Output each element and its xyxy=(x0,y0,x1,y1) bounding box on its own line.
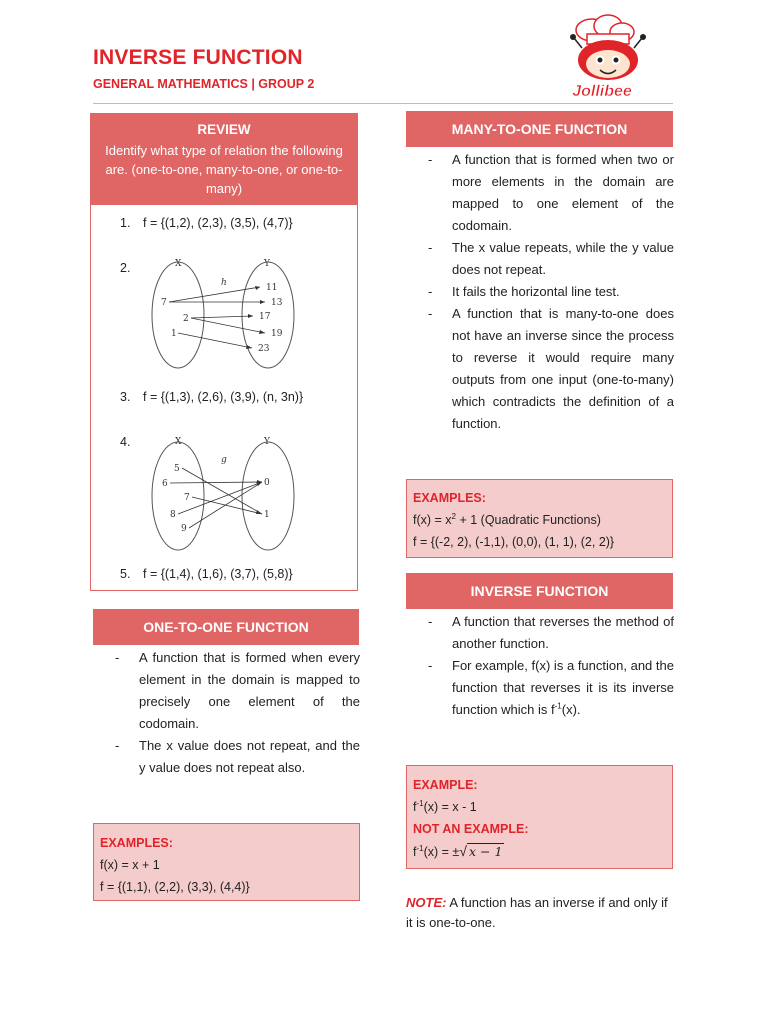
many-to-one-example-2: f = {(-2, 2), (-1,1), (0,0), (1, 1), (2, 2)} xyxy=(413,535,615,549)
diagram-h-domain-1: 1 xyxy=(171,329,177,339)
review-item-3-number: 3. xyxy=(120,390,131,404)
diagram-h-codomain-11: 11 xyxy=(266,283,278,293)
inverse-bullet-1: - A function that reverses the method of another function. xyxy=(428,614,674,651)
many-to-one-bullet-1-text: A function that is formed when two or more elements in the domain are mapped to one element of the codomain. xyxy=(452,152,674,233)
inverse-not-example-radicand: x − 1 xyxy=(468,844,503,859)
diagram-g-set-y-label: Y xyxy=(264,437,270,447)
review-item-2-number: 2. xyxy=(120,261,131,275)
many-to-one-bullet-1: - A function that is formed when two or more elements in the domain are mapped to one element of the codomain. xyxy=(428,152,674,233)
inverse-not-example-label: NOT AN EXAMPLE: xyxy=(413,822,529,836)
review-item-1-text: f = {(1,2), (2,3), (3,5), (4,7)} xyxy=(143,216,293,230)
one-to-one-bullet-2-text: The x value does not repeat, and the y value does not repeat also. xyxy=(139,738,360,775)
diagram-h-set-y-label: Y xyxy=(264,259,270,269)
diagram-h-codomain-19: 19 xyxy=(271,329,283,339)
inverse-bullet-2: - For example, f(x) is a function, and the function that reverses it is its inverse function which is $f^{-1}(x)$. xyxy=(428,658,674,717)
diagram-g-domain-8: 8 xyxy=(170,510,176,520)
diagram-h-domain-2: 2 xyxy=(183,314,189,324)
one-to-one-header: ONE-TO-ONE FUNCTION xyxy=(93,609,359,645)
note-label: NOTE: xyxy=(406,895,447,910)
diagram-h-domain-7: 7 xyxy=(161,298,167,308)
one-to-one-bullet-1: - A function that is formed when every element in the domain is mapped to precisely one element of the codomain. xyxy=(115,650,360,731)
logo-wordmark: Jollibee xyxy=(572,83,632,100)
one-to-one-bullet-2: - The x value does not repeat, and the y value does not repeat also. xyxy=(115,738,360,775)
many-to-one-bullet-3-text: It fails the horizontal line test. xyxy=(452,284,620,299)
review-title: REVIEW xyxy=(197,122,251,137)
note-text: A function has an inverse if and only if it is one-to-one. xyxy=(406,895,668,930)
review-item-5-number: 5. xyxy=(120,567,131,581)
one-to-one-examples-label: EXAMPLES: xyxy=(100,836,173,850)
inverse-examples-box xyxy=(406,765,673,869)
page-subtitle: GENERAL MATHEMATICS | GROUP 2 xyxy=(93,77,315,91)
diagram-g-codomain-0: 0 xyxy=(264,478,270,488)
inverse-example-label: EXAMPLE: xyxy=(413,778,478,792)
diagram-h-codomain-23: 23 xyxy=(258,344,270,354)
note xyxy=(406,893,674,933)
inverse-not-example: $f^{-1}(x)$ = ±√ x − 1 xyxy=(413,843,503,859)
many-to-one-bullet-2: - The x value repeats, while the y value does not repeat. xyxy=(428,240,674,277)
inverse-function-bullets xyxy=(406,611,674,721)
inverse-example: $f^{-1}(x) = x - 1$ xyxy=(413,798,477,814)
diagram-h-codomain-17: 17 xyxy=(259,312,271,322)
many-to-one-examples-label: EXAMPLES: xyxy=(413,491,486,505)
diagram-g-domain-5: 5 xyxy=(174,464,180,474)
mapping-diagram-h xyxy=(145,255,305,375)
many-to-one-header: MANY-TO-ONE FUNCTION xyxy=(406,111,673,147)
review-description: Identify what type of relation the following are. (one-to-one, many-to-one, or one-to-many) xyxy=(105,143,343,196)
diagram-g-codomain-1: 1 xyxy=(264,510,270,520)
one-to-one-examples-box xyxy=(93,823,360,901)
diagram-h-codomain-13: 13 xyxy=(271,298,283,308)
header-divider xyxy=(93,103,673,104)
diagram-g-map-label: g xyxy=(221,455,227,465)
many-to-one-bullet-3: - It fails the horizontal line test. xyxy=(428,284,620,299)
diagram-h-map-label: h xyxy=(221,278,227,288)
diagram-g-domain-6: 6 xyxy=(162,479,168,489)
jollibee-logo xyxy=(540,8,660,100)
inverse-bullet-1-text: A function that reverses the method of another function. xyxy=(452,614,674,651)
many-to-one-examples-box xyxy=(406,479,673,558)
review-item-5-text: f = {(1,4), (1,6), (3,7), (5,8)} xyxy=(143,567,293,581)
many-to-one-bullets xyxy=(406,149,674,435)
diagram-g-set-x-label: X xyxy=(175,437,182,447)
one-to-one-bullet-1-text: A function that is formed when every element in the domain is mapped to precisely one element of the codomain. xyxy=(139,650,360,731)
many-to-one-bullet-2-text: The x value repeats, while the y value does not repeat. xyxy=(452,240,674,277)
one-to-one-bullets xyxy=(93,647,360,779)
review-item-4-number: 4. xyxy=(120,435,131,449)
inverse-function-header: INVERSE FUNCTION xyxy=(406,573,673,609)
one-to-one-example-2: f = {(1,1), (2,2), (3,3), (4,4)} xyxy=(100,880,250,894)
one-to-one-example-1: f(x) = x + 1 xyxy=(100,858,160,872)
page-title: INVERSE FUNCTION xyxy=(93,46,303,69)
diagram-g-domain-7: 7 xyxy=(184,493,190,503)
many-to-one-bullet-4-text: A function that is many-to-one does not have an inverse since the process to reverse it would require many outputs from one input (one-to-many) which contradicts the definition of a function. xyxy=(452,306,674,431)
mapping-diagram-g xyxy=(145,432,305,554)
diagram-g-domain-9: 9 xyxy=(181,524,187,534)
diagram-h-set-x-label: X xyxy=(175,259,182,269)
many-to-one-bullet-4: - A function that is many-to-one does not have an inverse since the process to reverse it would require many outputs from one input (one-to-many) which contradicts the definition of a function. xyxy=(428,306,674,431)
review-item-3-text: f = {(1,3), (2,6), (3,9), (n, 3n)} xyxy=(143,390,304,404)
sqrt-sign-icon: √ xyxy=(459,843,467,859)
review-item-1-number: 1. xyxy=(120,216,131,230)
many-to-one-example-1: $f(x) = x^2 + 1$ (Quadratic Functions) xyxy=(413,511,601,527)
inverse-bullet-2-text: For example, f(x) is a function, and the function that reverses it is its inverse function which is $f^{-1}(x)$. xyxy=(452,658,674,717)
